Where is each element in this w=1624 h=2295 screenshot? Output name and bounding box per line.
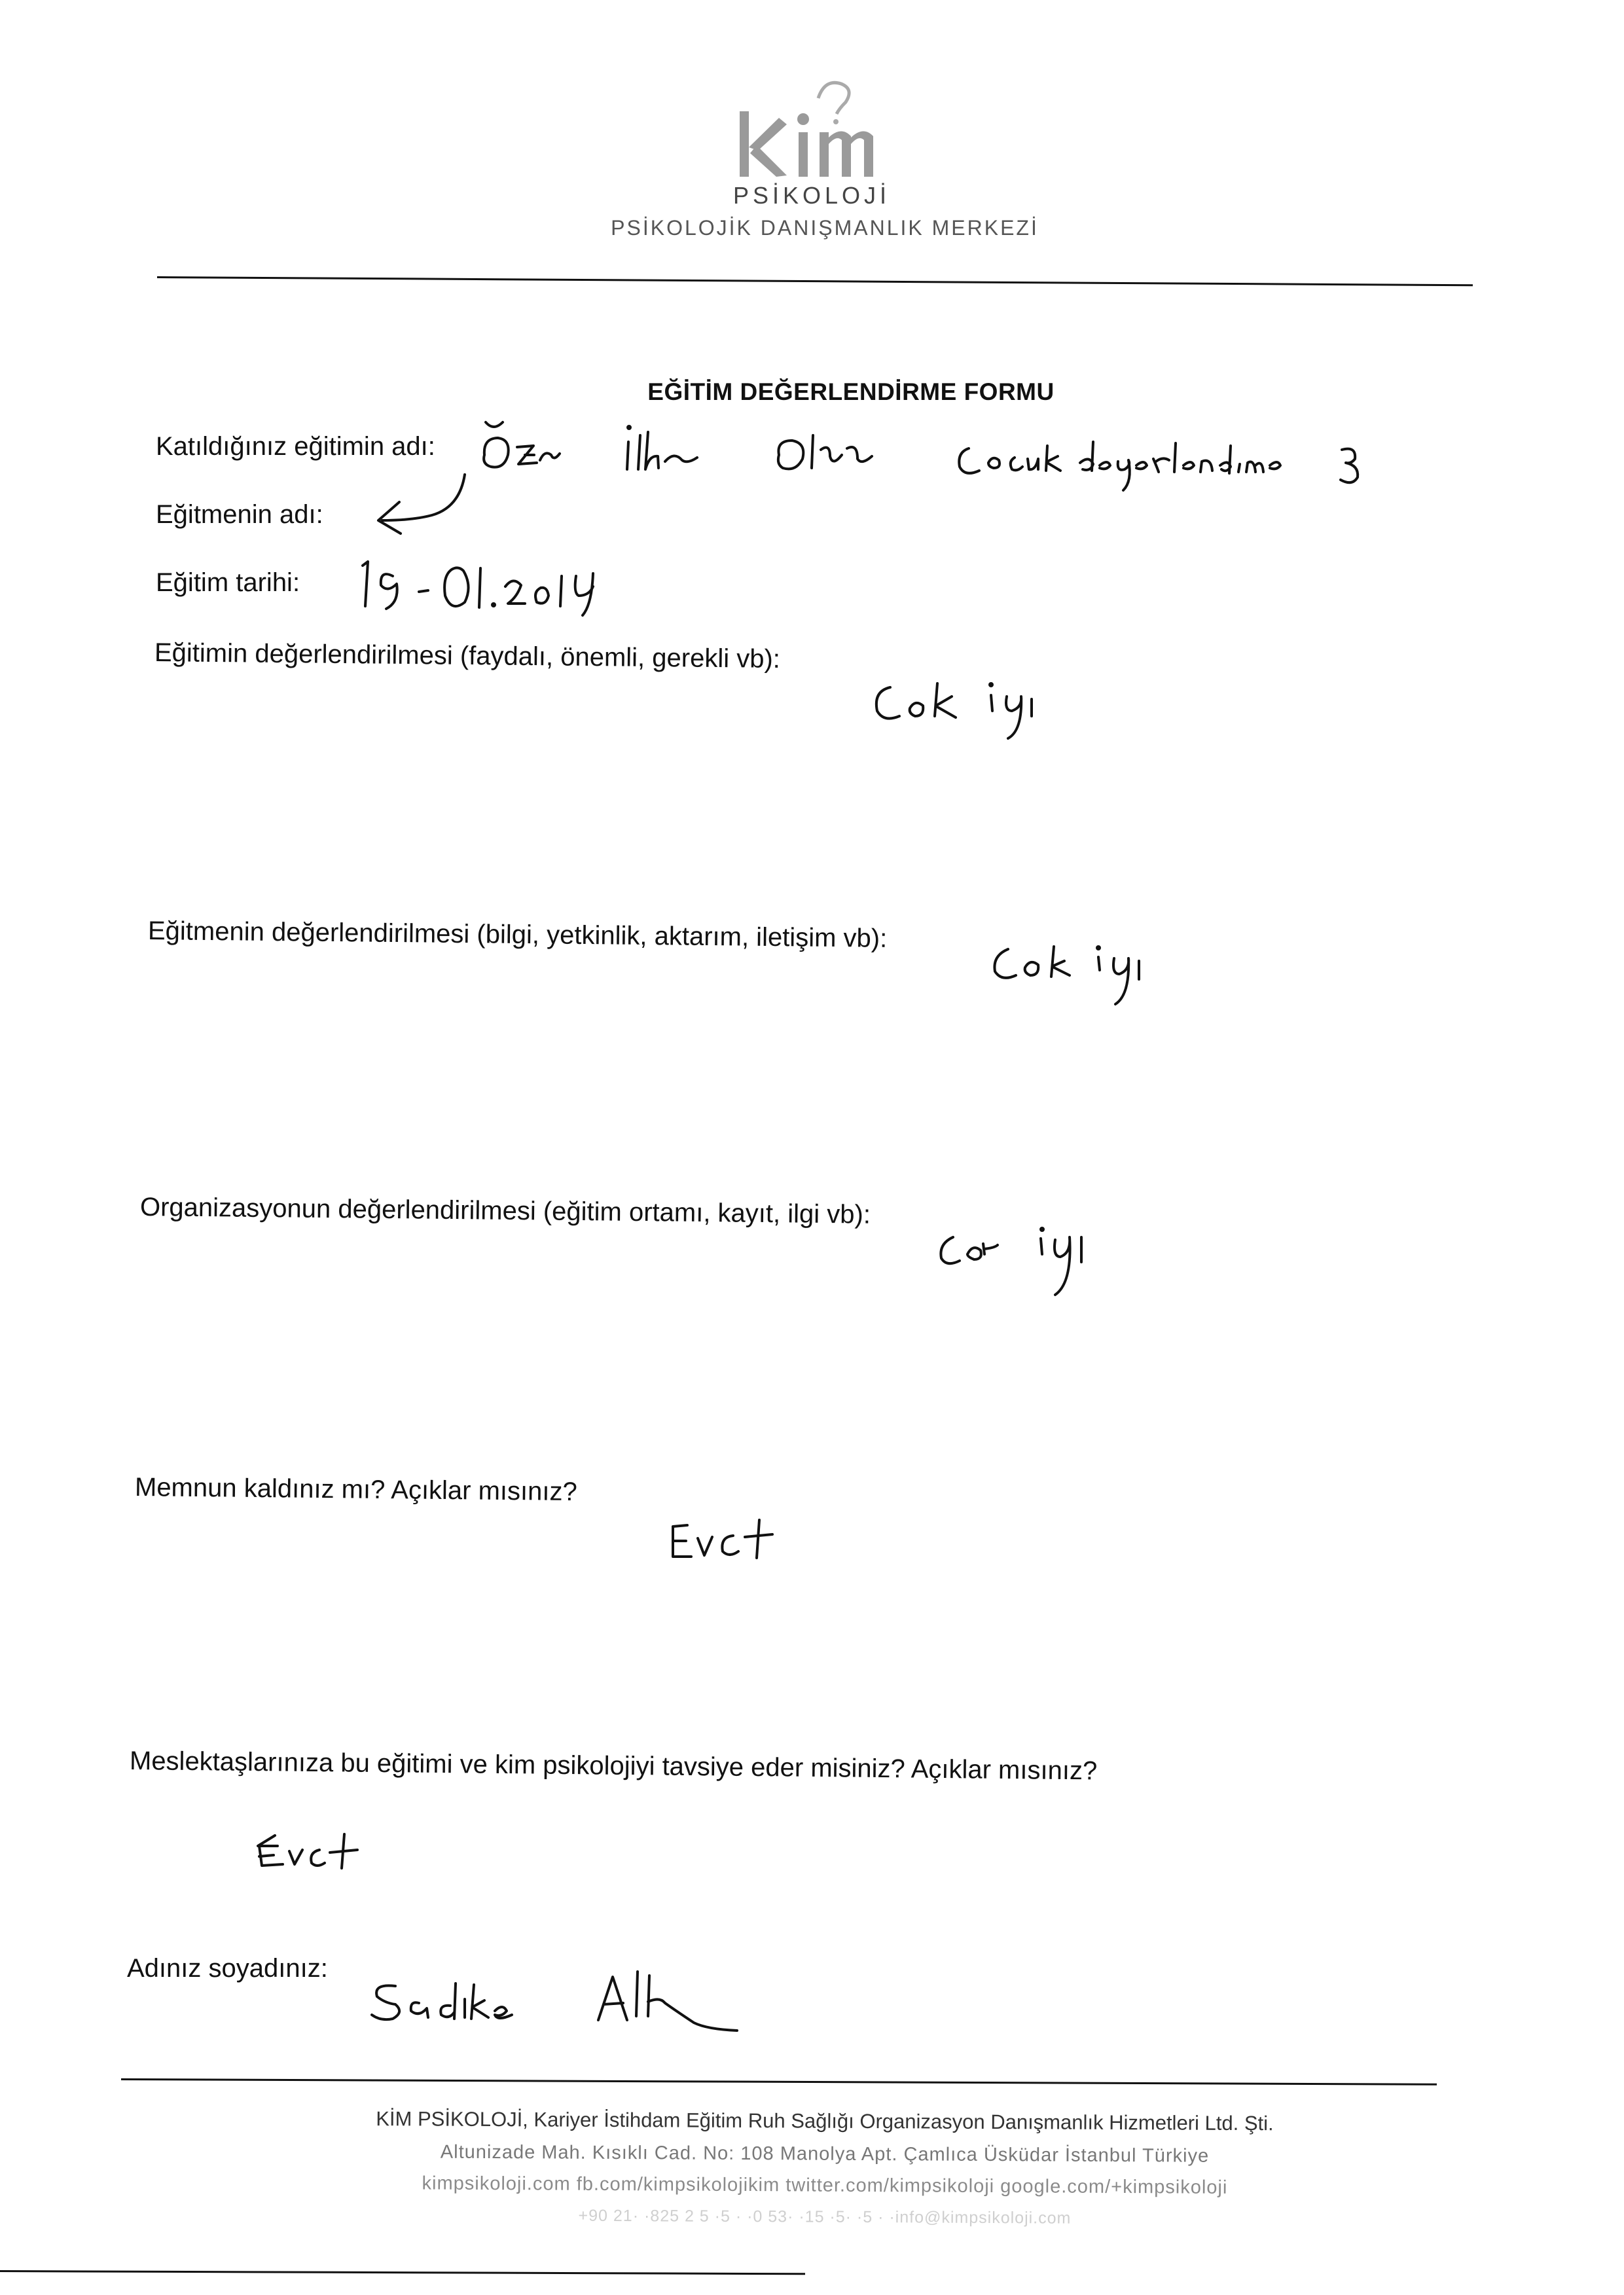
training-name-label: Katıldığınız eğitimin adı: — [156, 432, 435, 461]
recommendation-question-label: Meslektaşlarınıza bu eğitimi ve kim psikolojiyi tavsiye eder misiniz? Açıklar mısınız? — [129, 1746, 1098, 1786]
handwritten-training-name — [471, 409, 1420, 501]
header-divider — [157, 276, 1473, 286]
handwritten-full-name — [367, 1957, 759, 2049]
footer-address: Altunizade Mah. Kısıklı Cad. No: 108 Manolya Apt. Çamlıca Üsküdar İstanbul Türkiye — [440, 2141, 1210, 2167]
full-name-label: Adınız soyadınız: — [127, 1954, 328, 1983]
satisfaction-question-label: Memnun kaldınız mı? Açıklar mısınız? — [134, 1473, 578, 1507]
organization-evaluation-label: Organizasyonun değerlendirilmesi (eğitim ortamı, kayıt, ilgi vb): — [139, 1193, 871, 1229]
footer-company-name: KİM PSİKOLOJİ, Kariyer İstihdam Eğitim Ruh Sağlığı Organizasyon Danışmanlık Hizmetleri Ltd. Şti. — [376, 2107, 1274, 2135]
handwritten-training-date — [353, 550, 641, 622]
brand-name: PSİKOLOJİ — [732, 182, 891, 209]
handwritten-trainer-arrow — [367, 468, 484, 547]
handwritten-recommendation-answer — [249, 1820, 393, 1885]
handwritten-training-eval — [864, 668, 1074, 746]
trainer-name-label: Eğitmenin adı: — [156, 500, 323, 529]
footer-web-links: kimpsikoloji.com fb.com/kimpsikolojikim twitter.com/kimpsikoloji google.com/+kimpsikoloji — [422, 2173, 1228, 2198]
kim-logo-icon — [727, 72, 910, 183]
form-title: EĞİTİM DEĞERLENDİRME FORMU — [647, 378, 1055, 405]
footer-divider — [121, 2078, 1437, 2086]
trainer-evaluation-label: Eğitmenin değerlendirilmesi (bilgi, yetkinlik, aktarım, iletişim vb): — [147, 916, 888, 953]
handwritten-trainer-eval — [982, 930, 1191, 1015]
training-evaluation-label: Eğitimin değerlendirilmesi (faydalı, önemli, gerekli vb): — [154, 638, 781, 674]
handwritten-satisfaction-answer — [661, 1506, 805, 1578]
training-date-label: Eğitim tarihi: — [156, 568, 300, 597]
brand-subtitle: PSİKOLOJİK DANIŞMANLIK MERKEZİ — [611, 216, 1039, 240]
footer-contact: +90 21· ·825 2 5 ·5 · ·0 53· ·15 ·5· ·5 · ·info@kimpsikoloji.com — [578, 2206, 1072, 2228]
handwritten-organization-eval — [929, 1211, 1139, 1316]
page-edge-line — [0, 2270, 805, 2275]
